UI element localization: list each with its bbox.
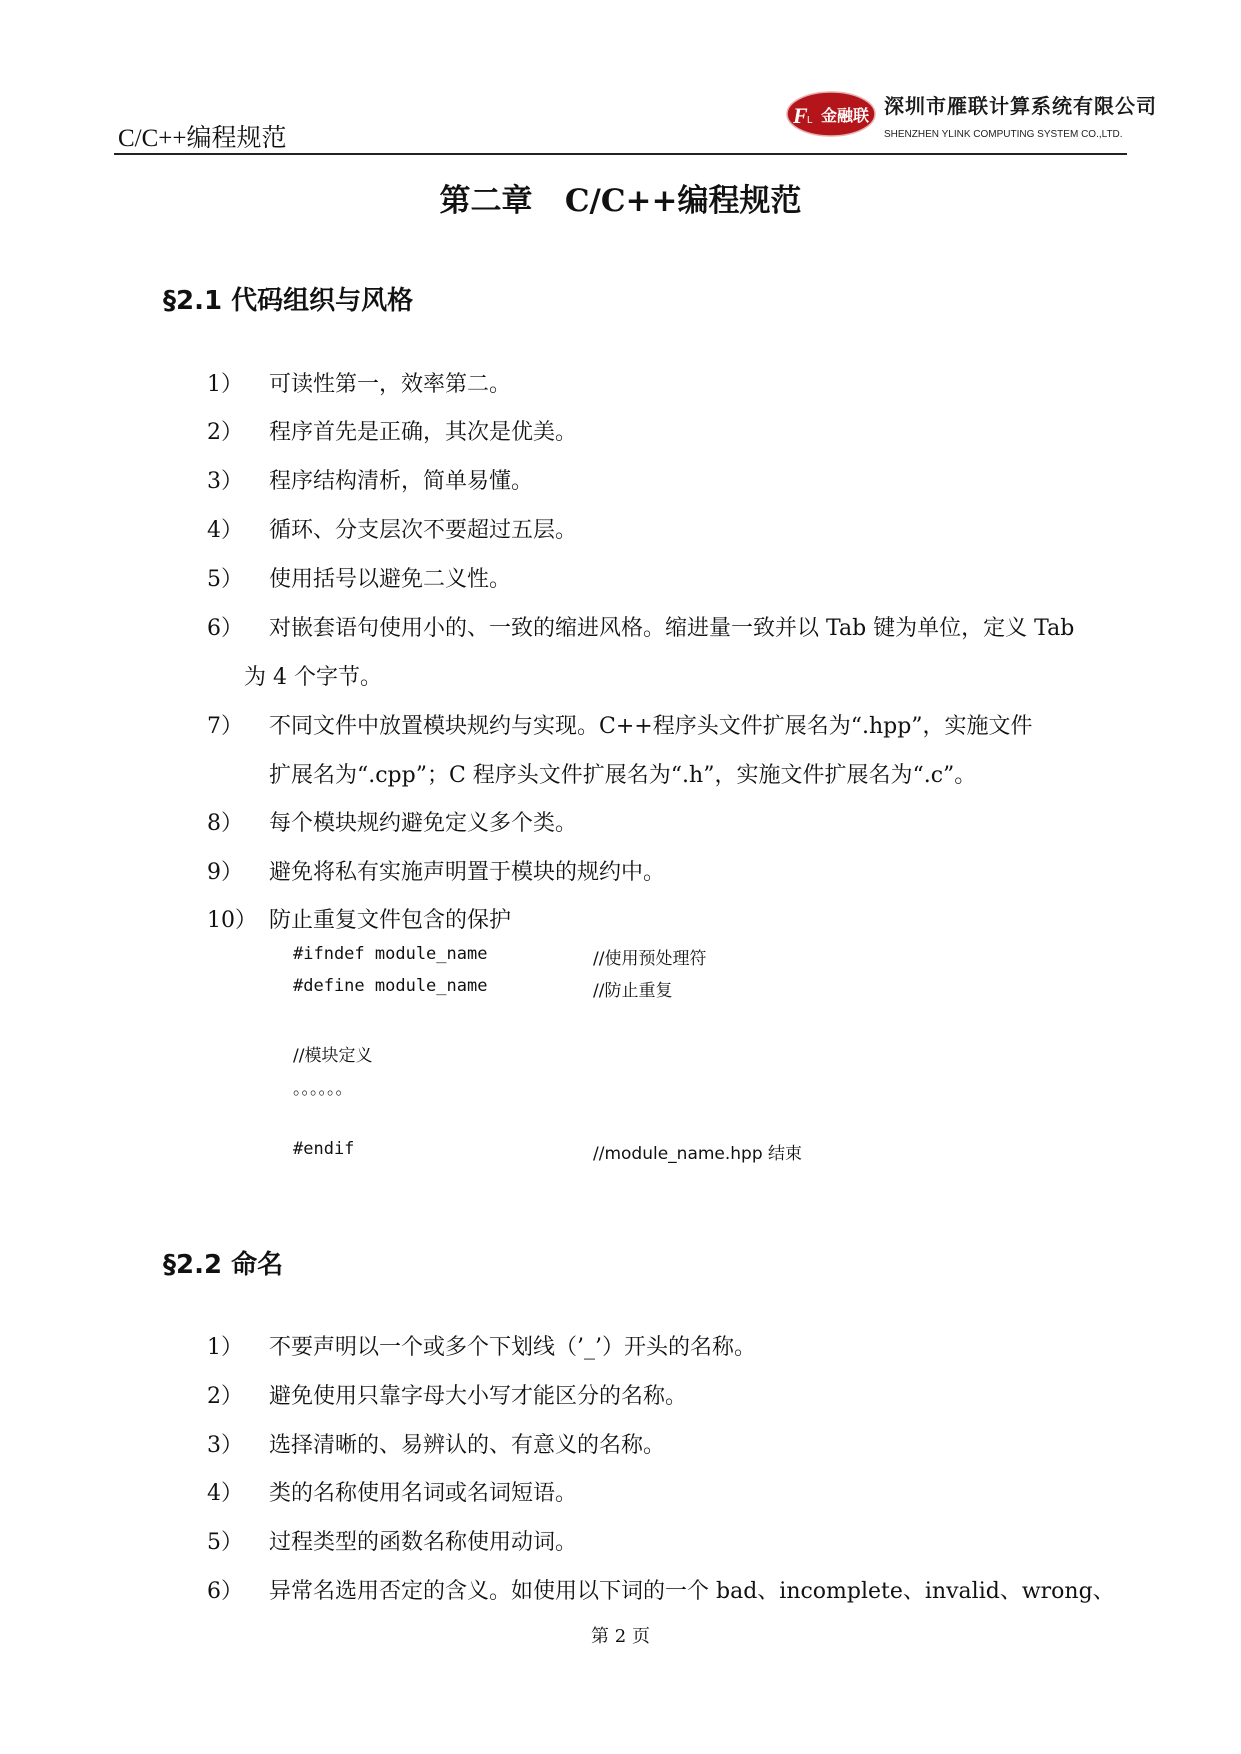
list-item-continuation: 扩展名为“.cpp”；C 程序头文件扩展名为“.h”，实施文件扩展名为“.c”。 (269, 763, 977, 788)
header-divider (114, 153, 1127, 155)
section-heading-2-1: §2.1 代码组织与风格 (163, 286, 414, 316)
list-item-text: 使用括号以避免二义性。 (269, 567, 512, 592)
list-item-number: 5） (207, 567, 243, 592)
header-doc-title: C/C++编程规范 (118, 125, 287, 152)
code-line-ifndef: #ifndef module_name (293, 944, 488, 964)
list-item-text: 程序首先是正确，其次是优美。 (269, 420, 578, 445)
list-item-text: 程序结构清析，简单易懂。 (269, 469, 534, 494)
list-item-number: 8） (207, 811, 243, 836)
code-comment: //使用预处理符 (593, 949, 707, 969)
list-item-text: 类的名称使用名词或名词短语。 (269, 1481, 578, 1506)
list-item-text: 避免使用只靠字母大小写才能区分的名称。 (269, 1384, 688, 1409)
chapter-title: 第二章 C/C++编程规范 (439, 183, 802, 219)
company-name-en: SHENZHEN YLINK COMPUTING SYSTEM CO.,LTD. (884, 129, 1123, 140)
logo-f: F (793, 103, 808, 128)
list-item-text: 可读性第一，效率第二。 (269, 372, 512, 397)
list-item-number: 2） (207, 420, 243, 445)
list-item-continuation: 为 4 个字节。 (244, 665, 382, 690)
list-item-number: 3） (207, 1433, 243, 1458)
code-line-define: #define module_name (293, 976, 488, 996)
list-item-number: 7） (207, 714, 243, 739)
list-item-number: 5） (207, 1530, 243, 1555)
list-item-text: 避免将私有实施声明置于模块的规约中。 (269, 860, 666, 885)
code-comment-module-def: //模块定义 (293, 1046, 373, 1066)
list-item-number: 6） (207, 616, 243, 641)
list-item-number: 6） (207, 1579, 243, 1604)
company-name-cn: 深圳市雁联计算系统有限公司 (884, 94, 1157, 118)
list-item-number: 1） (207, 1335, 243, 1360)
list-item-number: 4） (207, 518, 243, 543)
section-heading-2-2: §2.2 命名 (163, 1250, 284, 1280)
list-item-text: 不同文件中放置模块规约与实现。C++程序头文件扩展名为“.hpp”，实施文件 (269, 714, 1033, 739)
list-item-text: 不要声明以一个或多个下划线（’_’）开头的名称。 (269, 1335, 756, 1360)
list-item-number: 1） (207, 372, 243, 397)
company-name-block (884, 90, 1157, 140)
list-item-number: 3） (207, 469, 243, 494)
list-item-text: 异常名选用否定的含义。如使用以下词的一个 bad、incomplete、invalid、wrong、 (269, 1579, 1115, 1604)
list-item-text: 防止重复文件包含的保护 (269, 908, 512, 933)
logo-text: 金融联 (821, 106, 870, 125)
list-item-text: 对嵌套语句使用小的、一致的缩进风格。缩进量一致并以 Tab 键为单位，定义 Tab (269, 616, 1075, 641)
list-item-text: 选择清晰的、易辨认的、有意义的名称。 (269, 1433, 666, 1458)
company-logo (785, 88, 877, 140)
list-item-text: 循环、分支层次不要超过五层。 (269, 518, 578, 543)
list-item-number: 9） (207, 860, 243, 885)
page-number: 第 2 页 (591, 1626, 650, 1647)
code-ellipsis: 。。。。。。 (293, 1079, 353, 1099)
list-item-number: 10） (207, 908, 257, 933)
code-comment: //防止重复 (593, 981, 673, 1001)
list-item-text: 过程类型的函数名称使用动词。 (269, 1530, 578, 1555)
list-item-number: 4） (207, 1481, 243, 1506)
logo-mark: L (807, 115, 813, 126)
code-comment: //module_name.hpp 结束 (593, 1144, 803, 1164)
list-item-number: 2） (207, 1384, 243, 1409)
code-line-endif: #endif (293, 1139, 355, 1159)
list-item-text: 每个模块规约避免定义多个类。 (269, 811, 578, 836)
